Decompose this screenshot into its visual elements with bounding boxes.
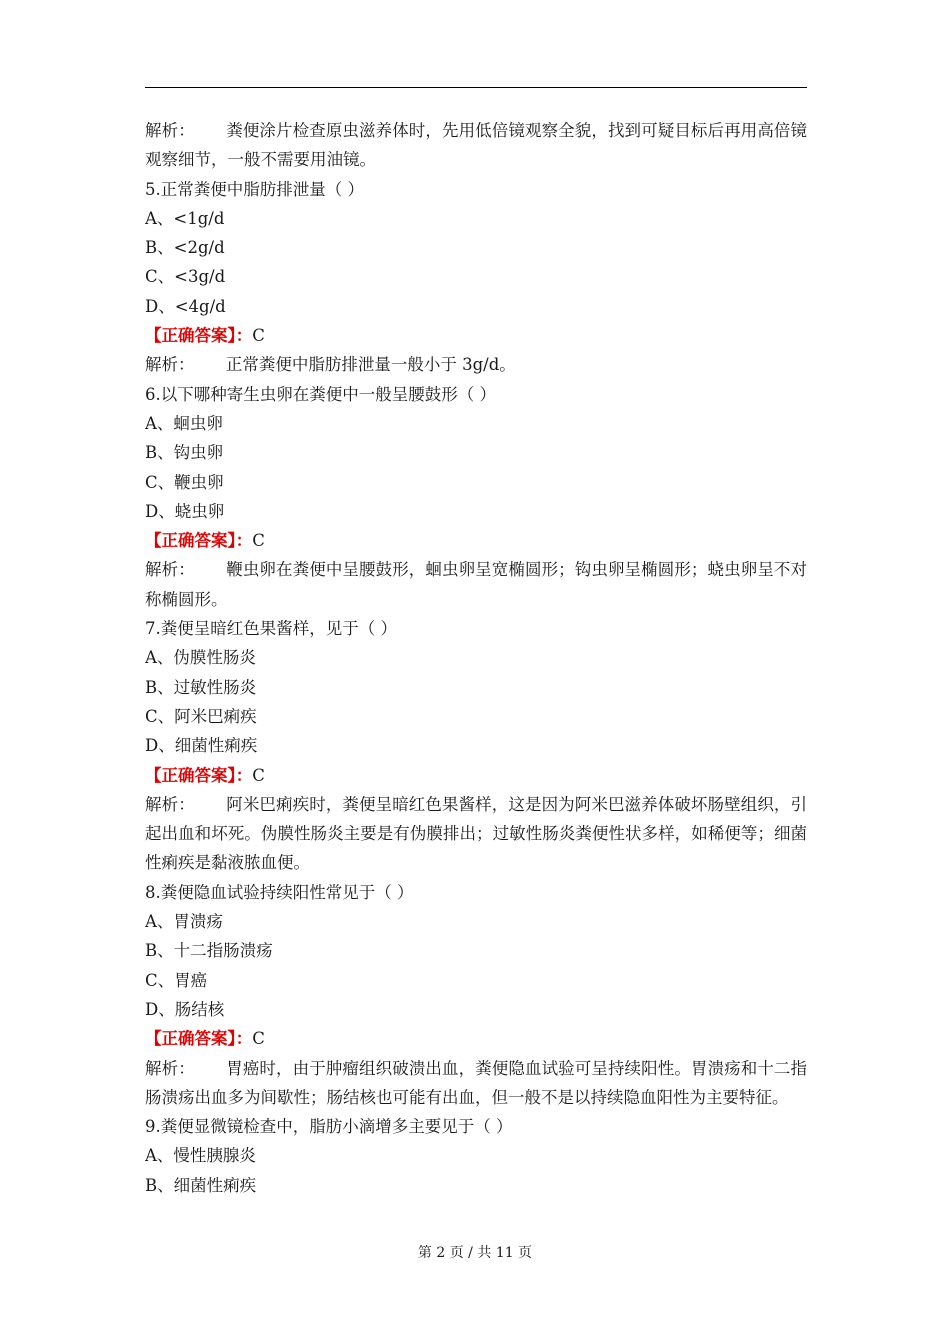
option-a: A、慢性胰腺炎 [145, 1146, 256, 1166]
analysis-q6 [145, 555, 807, 614]
answer-label: 【正确答案】： [145, 765, 253, 785]
analysis-text: 粪便涂片检查原虫滋养体时，先用低倍镜观察全貌，找到可疑目标后再用高倍镜观察细节，一般不需要用油镜。 [145, 121, 808, 170]
option-c: C、鞭虫卵 [145, 472, 224, 492]
option-b: B、十二指肠溃疡 [145, 941, 273, 961]
option-b: B、钩虫卵 [145, 443, 224, 463]
answer-q8 [145, 1024, 807, 1053]
analysis-text: 胃癌时，由于肿瘤组织破溃出血，粪便隐血试验可呈持续阳性。胃溃疡和十二指肠溃疡出血多为间歇性；肠结核也可能有出血，但一般不是以持续隐血阳性为主要特征。 [145, 1058, 808, 1107]
page-content [145, 116, 807, 1200]
analysis-text: 正常粪便中脂肪排泄量一般小于 3g/d。 [225, 355, 516, 375]
page-number-footer: 第 2 页 / 共 11 页 [417, 1245, 533, 1261]
option-a: A、胃溃疡 [145, 912, 223, 932]
option-c: C、阿米巴痢疾 [145, 706, 257, 726]
option-b: B、<2g/d [145, 238, 225, 258]
answer-label: 【正确答案】： [145, 531, 253, 551]
analysis-label: 解析： [145, 1058, 195, 1078]
answer-q6 [145, 526, 807, 555]
answer-q5 [145, 321, 807, 350]
answer-value: C [252, 326, 265, 346]
option-a: A、伪膜性肠炎 [145, 648, 256, 668]
option-d: D、肠结核 [145, 999, 225, 1019]
option-a: A、<1g/d [145, 208, 225, 228]
analysis-text: 阿米巴痢疾时，粪便呈暗红色果酱样，这是因为阿米巴滋养体破坏肠壁组织，引起出血和坏死。伪膜性肠炎主要是有伪膜排出；过敏性肠炎粪便性状多样，如稀便等；细菌性痢疾是黏液脓血便。 [145, 794, 808, 873]
question-6: 6.以下哪种寄生虫卵在粪便中一般呈腰鼓形（ ） [145, 384, 496, 404]
answer-value: C [252, 1029, 265, 1049]
answer-value: C [252, 531, 265, 551]
answer-q7 [145, 761, 807, 790]
analysis-q4 [145, 116, 807, 175]
question-9: 9.粪便显微镜检查中，脂肪小滴增多主要见于（ ） [145, 1117, 513, 1137]
analysis-label: 解析： [145, 121, 195, 140]
option-b: B、细菌性痢疾 [145, 1175, 257, 1195]
analysis-q5 [145, 350, 807, 379]
question-8: 8.粪便隐血试验持续阳性常见于（ ） [145, 882, 414, 902]
option-b: B、过敏性肠炎 [145, 677, 257, 697]
answer-label: 【正确答案】： [145, 1029, 253, 1049]
option-a: A、蛔虫卵 [145, 413, 223, 433]
question-7: 7.粪便呈暗红色果酱样，见于（ ） [145, 619, 397, 639]
option-c: C、<3g/d [145, 267, 226, 287]
analysis-label: 解析： [145, 560, 195, 580]
analysis-label: 解析： [145, 794, 195, 814]
answer-value: C [252, 765, 265, 785]
analysis-q8 [145, 1054, 807, 1113]
option-c: C、胃癌 [145, 970, 208, 990]
analysis-label: 解析： [145, 355, 195, 375]
answer-label: 【正确答案】： [145, 326, 253, 346]
header-rule [145, 87, 807, 88]
analysis-text: 鞭虫卵在粪便中呈腰鼓形，蛔虫卵呈宽椭圆形；钩虫卵呈椭圆形；蛲虫卵呈不对称椭圆形。 [145, 560, 808, 609]
option-d: D、<4g/d [145, 296, 226, 316]
question-5: 5.正常粪便中脂肪排泄量（ ） [145, 179, 364, 199]
analysis-q7 [145, 790, 807, 878]
option-d: D、细菌性痢疾 [145, 736, 258, 756]
option-d: D、蛲虫卵 [145, 501, 225, 521]
